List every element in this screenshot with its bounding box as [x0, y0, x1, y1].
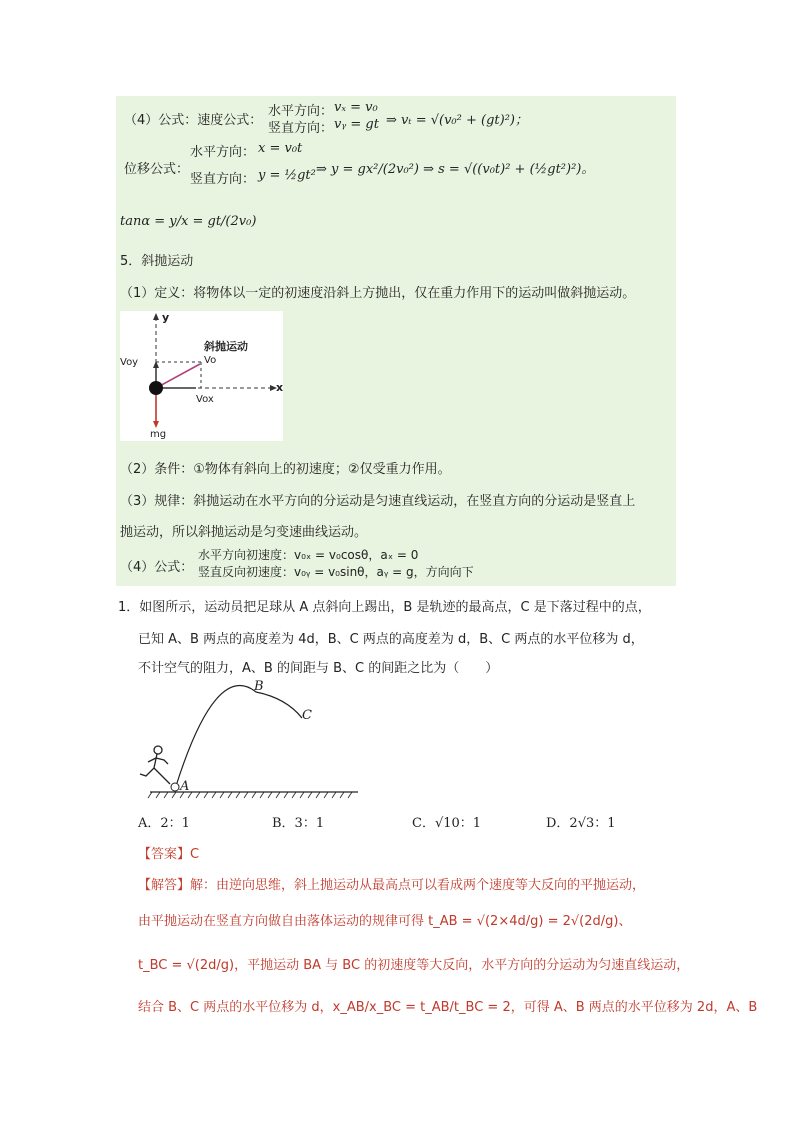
fig-x-label: x [276, 381, 284, 394]
displacement-formula-label: 位移公式： [124, 162, 190, 177]
oblique-projectile-diagram [120, 311, 283, 441]
velocity-result-eq: ⇒ vₜ = √(v₀² + (gt)²)； [386, 113, 528, 128]
option-a[interactable]: A．2：1 [138, 816, 190, 831]
oblique-vertical-eq: 竖直反向初速度：v₀ᵧ = v₀sinθ，aᵧ = g，方向向下 [198, 565, 474, 579]
velocity-formula-label: （4）公式：速度公式： [124, 113, 263, 128]
displacement-horizontal-eq: x = v₀t [258, 141, 303, 156]
fig-y-label: y [162, 311, 170, 324]
question-line3: 不计空气的阻力，A、B 的间距与 B、C 的间距之比为（ ） [138, 661, 499, 676]
football-trajectory-figure [136, 676, 366, 800]
question-line2: 已知 A、B 两点的高度差为 4d，B、C 两点的高度差为 d，B、C 两点的水平位移为 d， [138, 632, 644, 647]
option-b[interactable]: B．3：1 [272, 816, 325, 831]
displacement-vertical-label: 竖直方向： [190, 172, 256, 187]
answer-value: C [190, 847, 200, 862]
question-line1: 1．如图所示，运动员把足球从 A 点斜向上踢出，B 是轨迹的最高点，C 是下落过程中的点， [118, 600, 651, 615]
rule-text-line2: 抛运动，所以斜抛运动是匀变速曲线运动。 [120, 525, 368, 540]
rule-text-line1: （3）规律：斜抛运动在水平方向的分运动是匀速直线运动，在竖直方向的分运动是竖直上 [120, 494, 636, 509]
point-c-label: C [302, 708, 312, 723]
velocity-vertical-eq: vᵧ = gt [334, 117, 379, 132]
oblique-projectile-figure [120, 311, 283, 441]
velocity-horizontal-label: 水平方向： [268, 104, 334, 119]
explanation-text-4: 结合 B、C 两点的水平位移为 d，x_AB/x_BC = t_AB/t_BC = 2，可得 A、B 两点的水平位移为 2d，A、B [138, 1000, 758, 1015]
explanation-text-2: 由平抛运动在竖直方向做自由落体运动的规律可得 t_AB = √(2×4d/g) = 2√(2d/g)、 [138, 914, 632, 929]
fig-vox-label: Vox [196, 394, 214, 405]
displacement-result-eq: ⇒ y = gx²/(2v₀²) ⇒ s = √((v₀t)² + (½gt²)²)。 [316, 162, 595, 177]
option-d[interactable]: D．2√3：1 [546, 816, 616, 831]
explanation-line1 [138, 874, 645, 893]
section-heading: 5．斜抛运动 [120, 254, 194, 269]
displacement-vertical-eq: y = ½gt² [258, 168, 316, 183]
answer-line [138, 843, 199, 862]
condition-text: （2）条件：①物体有斜向上的初速度；②仅受重力作用。 [120, 462, 451, 477]
option-c[interactable]: C．√10：1 [412, 816, 482, 831]
fig-voy-label: Voy [120, 357, 139, 368]
fig-mg-label: mg [150, 429, 167, 440]
fig-title: 斜抛运动 [204, 340, 248, 353]
explanation-text-3: t_BC = √(2d/g)，平抛运动 BA 与 BC 的初速度等大反向，水平方向的分运动为匀速直线运动， [138, 958, 690, 973]
displacement-horizontal-label: 水平方向： [190, 145, 256, 160]
explanation-text-1: 解：由逆向思维，斜上抛运动从最高点可以看成两个速度等大反向的平抛运动， [190, 878, 646, 893]
point-a-label: A [180, 779, 190, 794]
point-b-label: B [254, 679, 264, 694]
velocity-horizontal-eq: vₓ = v₀ [334, 100, 378, 115]
answer-tag: 【答案】 [138, 847, 191, 862]
definition-text: （1）定义：将物体以一定的初速度沿斜上方抛出，仅在重力作用下的运动叫做斜抛运动。 [120, 286, 636, 301]
velocity-vertical-label: 竖直方向： [268, 121, 334, 136]
tan-alpha-eq: tanα = y/x = gt/(2v₀) [120, 214, 257, 229]
oblique-horizontal-eq: 水平方向初速度：v₀ₓ = v₀cosθ，aₓ = 0 [198, 548, 419, 562]
explanation-tag: 【解答】 [138, 878, 191, 893]
oblique-formula-label: （4）公式： [120, 560, 194, 575]
fig-vo-label: Vo [204, 355, 217, 366]
